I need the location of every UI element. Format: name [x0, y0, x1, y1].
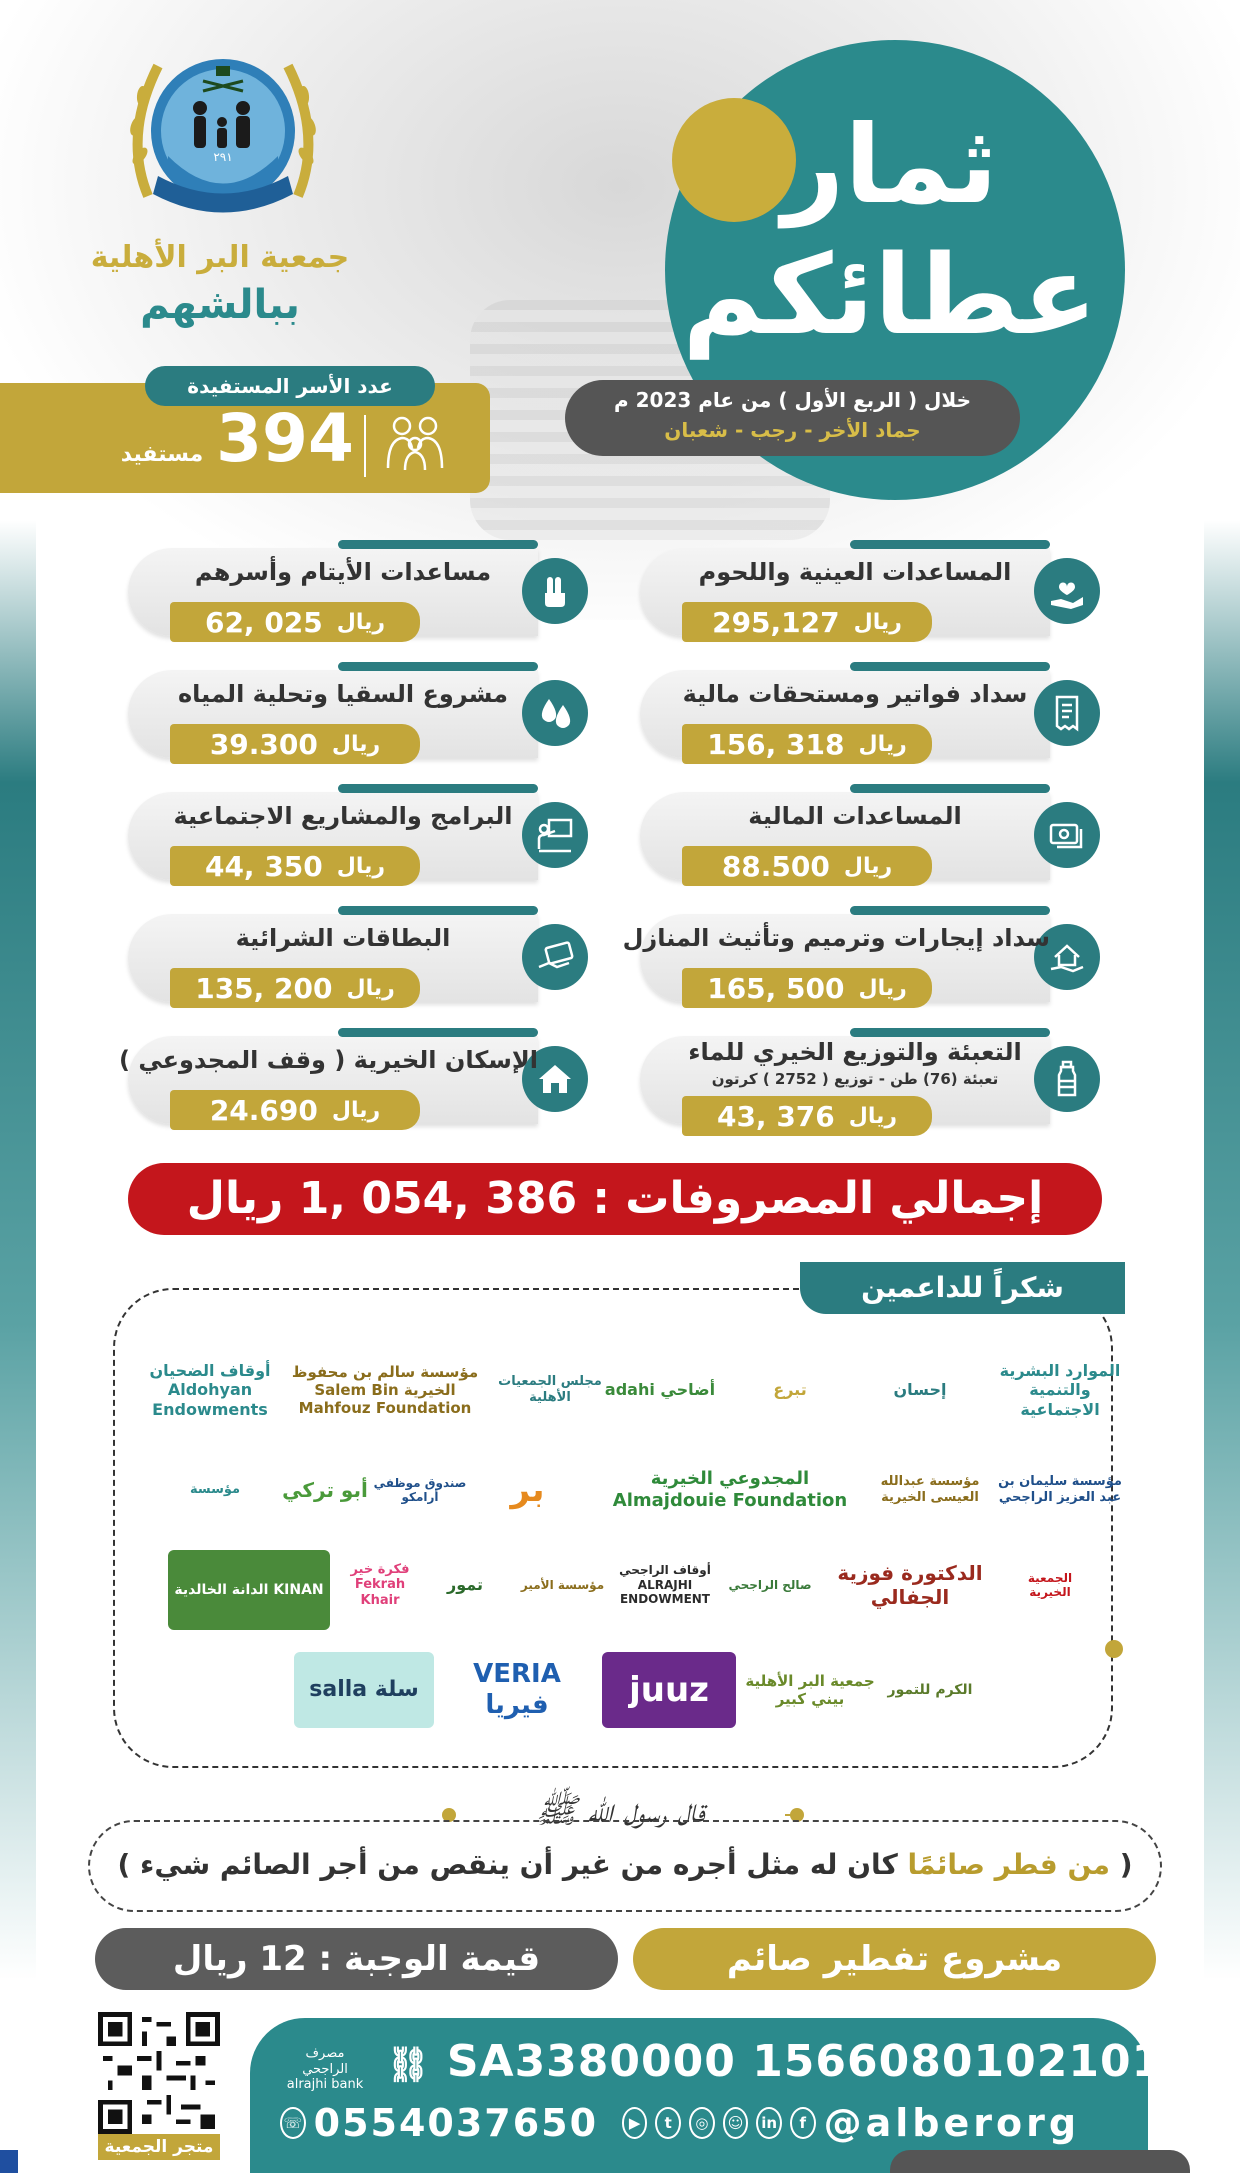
title-line-1: ثمار: [782, 103, 998, 228]
hadith-close-paren: ): [117, 1848, 131, 1881]
frame-dot: [1105, 1640, 1123, 1658]
card-subtitle: تعبئة (76) طن - توزيع ( 2752 ) كرتون: [711, 1070, 999, 1088]
sponsor-logo: juuz: [602, 1652, 736, 1728]
card-top-line: [850, 784, 1050, 793]
sponsor-logo: تمور: [447, 1575, 483, 1595]
card-amount: [682, 968, 932, 1008]
sponsor-logo: المجدوعي الخيرية Almajdouie Foundation: [612, 1468, 848, 1511]
card-amount: [682, 602, 932, 642]
amount-value: 43, 376: [716, 1099, 835, 1133]
amount-currency: ريال: [848, 1103, 898, 1129]
card-title: المساعدات المالية: [748, 802, 962, 830]
sponsor-logo: مجلس الجمعيات الأهلية: [498, 1374, 602, 1405]
card-top-line: [850, 1028, 1050, 1037]
amount-currency: ريال: [331, 1097, 381, 1123]
sponsor-logo: VERIA فيريا: [473, 1658, 561, 1720]
hadith-text: [88, 1848, 1162, 1881]
family-icon: [380, 408, 450, 478]
qr-code[interactable]: [98, 2012, 220, 2134]
sponsor-logo: بر: [510, 1469, 545, 1510]
card-bills: [640, 662, 1100, 762]
amount-currency: ريال: [346, 975, 395, 1001]
card-top-line: [850, 662, 1050, 671]
card-title: الإسكان الخيرية ( وقف المجدوعي ): [119, 1046, 538, 1074]
svg-text:٢٩١: ٢٩١: [213, 150, 233, 164]
card-orphans: [128, 540, 588, 640]
sponsor-logo: الموارد البشرية والتنمية الاجتماعية: [999, 1361, 1121, 1419]
facebook-icon[interactable]: f: [790, 2107, 816, 2139]
sponsor-logo: تبرع: [773, 1380, 807, 1400]
sponsor-logo: KINAN الدانة الخالدية: [168, 1550, 330, 1630]
iban-text: SA3380000 156608010210104: [446, 2036, 1227, 2087]
sponsor-logo: سلة salla: [294, 1652, 434, 1728]
amount-value: 39.300: [209, 727, 318, 761]
card-social-programs: [128, 784, 588, 884]
sponsor-logo: أوقاف الراجحي ALRAJHI ENDOWMENT: [619, 1563, 711, 1607]
twitter-icon[interactable]: t: [655, 2107, 681, 2139]
beneficiaries-unit: مستفيد: [120, 442, 204, 467]
contact-row: [280, 2098, 1080, 2148]
youtube-icon[interactable]: ▶: [622, 2107, 648, 2139]
instagram-icon[interactable]: ◎: [689, 2107, 715, 2139]
card-amount: [170, 1090, 420, 1130]
beneficiaries-divider: [364, 415, 366, 477]
sponsor-logo: الجمعية الخيرية: [1027, 1570, 1073, 1599]
side-stripe-right: [1170, 520, 1240, 1980]
card-top-line: [850, 906, 1050, 915]
card-amount: [682, 724, 932, 764]
card-top-line: [338, 1028, 538, 1037]
card-water-distribution: [640, 1028, 1100, 1133]
amount-currency: ريال: [853, 609, 902, 635]
sponsor-logo: صالح الراجحي: [728, 1577, 812, 1592]
side-stripe-left: [0, 520, 70, 1980]
bank-name-ar: مصرف الراجحي: [302, 2046, 348, 2077]
card-top-line: [850, 540, 1050, 549]
sponsor-logo: جمعية البر الأهلية بيني كبير: [745, 1672, 875, 1708]
sponsor-logo: الكرم للتمور: [887, 1681, 973, 1698]
card-amount: [170, 724, 420, 764]
title-line-2: عطائكم: [682, 231, 1098, 359]
card-financial-aid: [640, 784, 1100, 884]
amount-value: 62, 025: [204, 605, 323, 639]
amount-value: 24.690: [209, 1093, 318, 1127]
amount-currency: ريال: [331, 731, 381, 757]
sponsor-logo: إحسان: [893, 1380, 947, 1400]
card-title: سداد فواتير ومستحقات مالية: [682, 680, 1028, 708]
hadith-open-paren: (: [1119, 1848, 1133, 1881]
iban-number[interactable]: [280, 2036, 1227, 2087]
social-handle[interactable]: @alberorg: [823, 2101, 1081, 2145]
total-amount: 1, 054, 386: [298, 1173, 578, 1224]
sponsor-logo: أضاحي adahi: [604, 1380, 716, 1400]
period-months: جماد الأخر - رجب - شعبان: [664, 418, 921, 442]
card-top-line: [338, 662, 538, 671]
card-water-project: [128, 662, 588, 762]
card-title: المساعدات العينية واللحوم: [698, 558, 1012, 586]
linkedin-icon[interactable]: in: [756, 2107, 782, 2139]
amount-currency: ريال: [858, 975, 907, 1001]
amount-value: 135, 200: [195, 971, 333, 1005]
amount-value: 44, 350: [204, 849, 323, 883]
sponsor-logo: مؤسسة سليمان بن عبد العزيز الراجحي: [998, 1474, 1122, 1505]
period-year: خلال ( الربع الأول ) من عام 2023 م: [614, 388, 971, 412]
sponsor-logo: الدكتورة فوزية الجفالي: [837, 1561, 983, 1609]
amount-currency: ريال: [336, 853, 386, 879]
card-title: البطاقات الشرائية: [235, 924, 451, 952]
total-expenses: [128, 1163, 1102, 1235]
sponsor-logo: مؤسسة عبدالله العيسى الخيرية: [880, 1474, 980, 1505]
card-amount: [170, 968, 420, 1008]
corner-accent: [0, 2150, 18, 2173]
snapchat-icon[interactable]: ☺: [723, 2107, 749, 2139]
beneficiaries-label: عدد الأسر المستفيدة: [145, 366, 435, 406]
card-in-kind-aid: [640, 540, 1100, 640]
organization-name: جمعية البر الأهلية: [90, 240, 350, 275]
hadith-highlight: من فطر صائمًا: [907, 1848, 1110, 1881]
sponsor-logo: صندوق موظفي أرامكو: [373, 1475, 467, 1504]
hadith-rest: كان له مثل أجره من غير أن ينقص من أجر الصائم شيء: [140, 1848, 898, 1881]
card-amount: [170, 846, 420, 886]
beneficiaries-count: 394: [216, 400, 354, 477]
card-top-line: [338, 906, 538, 915]
card-top-line: [338, 784, 538, 793]
card-title: سداد إيجارات وترميم وتأثيث المنازل: [622, 924, 1050, 952]
card-amount: [682, 846, 932, 886]
amount-value: 156, 318: [707, 727, 845, 761]
card-charity-housing: [119, 1028, 588, 1128]
card-title: مشروع السقيا وتحلية المياه: [177, 680, 508, 708]
amount-currency: ريال: [858, 731, 907, 757]
card-top-line: [338, 540, 538, 549]
sponsor-logo: أوقاف الضحيان Aldohyan Endowments: [149, 1361, 271, 1419]
footer-accent: [890, 2150, 1190, 2173]
iban-icon: ⛓: [386, 2045, 431, 2085]
amount-currency: ريال: [843, 853, 893, 879]
amount-value: 295,127: [712, 605, 840, 639]
amount-value: 88.500: [721, 849, 830, 883]
organization-location: ببالشهم: [140, 282, 300, 328]
project-name: مشروع تفطير صائم: [633, 1928, 1156, 1990]
sponsor-logo: مؤسسة: [189, 1482, 241, 1498]
qr-label: متجر الجمعية: [98, 2134, 220, 2160]
card-rent-repair: [622, 906, 1100, 1006]
card-title: مساعدات الأيتام وأسرهم: [194, 558, 492, 586]
organization-logo: [118, 36, 328, 231]
phone-number[interactable]: 0554037650: [313, 2101, 599, 2145]
whatsapp-icon[interactable]: ☏: [280, 2107, 306, 2139]
sponsor-logo: أبو تركي: [282, 1478, 368, 1502]
sponsor-logo: فكرة خير Fekrah Khair: [350, 1561, 410, 1608]
card-title: التعبئة والتوزيع الخيري للماء: [688, 1038, 1022, 1066]
bank-name-en: alrajhi bank: [286, 2077, 364, 2093]
meal-price: قيمة الوجبة : 12 ريال: [95, 1928, 618, 1990]
card-title: البرامج والمشاريع الاجتماعية: [173, 802, 513, 830]
period-pill: [565, 380, 1020, 456]
hadith-title: قال رسول الله ﷺ: [535, 1791, 705, 1831]
amount-currency: ريال: [336, 609, 386, 635]
total-currency: ريال: [186, 1173, 284, 1224]
card-amount: [170, 602, 420, 642]
sponsor-logo: مؤسسة سالم بن محفوظ الخيرية Salem Bin Mahfouz Foundation: [291, 1363, 479, 1417]
card-amount: [682, 1096, 932, 1136]
card-shopping-cards: [128, 906, 588, 1006]
total-label: إجمالي المصروفات :: [592, 1173, 1044, 1224]
amount-value: 165, 500: [707, 971, 845, 1005]
sponsor-logo: مؤسسة الأمير: [520, 1577, 605, 1592]
sponsors-title: شكراً للداعمين: [800, 1262, 1125, 1314]
